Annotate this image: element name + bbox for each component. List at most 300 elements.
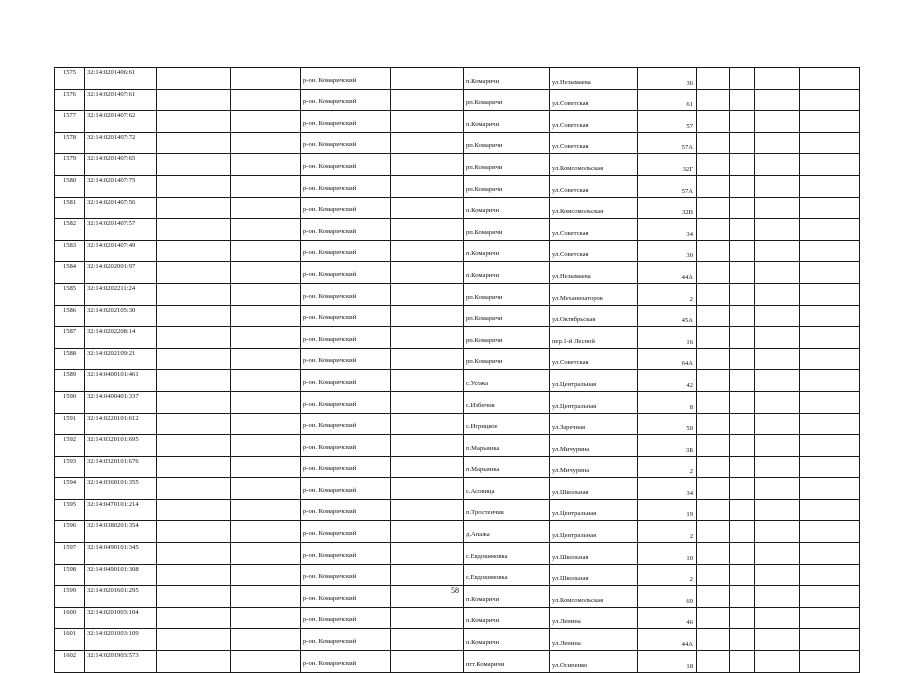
street-cell: ул.Школьная [550,543,638,565]
locality-cell: п.Комаричи [464,586,550,608]
street-cell: ул.Механизаторов [550,283,638,305]
locality-cell: рп.Комаричи [464,283,550,305]
locality-cell: рп.Комаричи [464,305,550,327]
page-number: 58 [451,586,459,595]
empty-cell [231,370,301,392]
empty-cell [231,89,301,111]
empty-cell [730,586,755,608]
house-number-cell: 45А [638,305,697,327]
table-row [55,240,860,262]
district-cell: р-он. Комаричский [301,154,391,176]
locality-cell: пгт.Комаричи [464,651,550,673]
empty-cell [697,219,730,241]
locality-cell: рп.Комаричи [464,219,550,241]
empty-cell [697,111,730,133]
street-cell: ул.Советская [550,219,638,241]
empty-cell [157,564,231,586]
house-number-cell: 46 [638,607,697,629]
empty-cell [697,262,730,284]
house-number-cell: 2 [638,564,697,586]
empty-cell [231,111,301,133]
empty-cell [697,607,730,629]
table-row [55,305,860,327]
empty-cell [391,132,464,154]
empty-cell [730,370,755,392]
empty-cell [800,499,860,521]
district-cell: р-он. Комаричский [301,629,391,651]
empty-cell [697,499,730,521]
row-number-cell: 1578 [55,132,85,154]
empty-cell [697,283,730,305]
empty-cell [391,435,464,457]
row-number-cell: 1582 [55,219,85,241]
row-number-cell: 1592 [55,435,85,457]
district-cell: р-он. Комаричский [301,478,391,500]
district-cell: р-он. Комаричский [301,305,391,327]
empty-cell [391,111,464,133]
empty-cell [231,305,301,327]
row-number-cell: 1586 [55,305,85,327]
street-cell: пер.1-й Лесной [550,327,638,349]
empty-cell [755,521,800,543]
empty-cell [157,175,231,197]
house-number-cell: 18 [638,651,697,673]
empty-cell [730,651,755,673]
street-cell: ул.Центральная [550,391,638,413]
empty-cell [755,564,800,586]
locality-cell: рп.Комаричи [464,132,550,154]
empty-cell [800,391,860,413]
house-number-cell: 57А [638,132,697,154]
empty-cell [730,456,755,478]
empty-cell [391,240,464,262]
empty-cell [391,197,464,219]
house-number-cell: 69 [638,586,697,608]
street-cell: ул.Октябрьская [550,305,638,327]
empty-cell [800,370,860,392]
row-number-cell: 1584 [55,262,85,284]
empty-cell [755,435,800,457]
empty-cell [697,521,730,543]
empty-cell [697,348,730,370]
locality-cell: с.Асовица [464,478,550,500]
district-cell: р-он. Комаричский [301,586,391,608]
street-cell: ул.Мичурина [550,435,638,457]
table-row [55,435,860,457]
empty-cell [800,543,860,565]
empty-cell [755,89,800,111]
empty-cell [391,521,464,543]
row-number-cell: 1589 [55,370,85,392]
house-number-cell: 30 [638,240,697,262]
table-row [55,521,860,543]
empty-cell [800,240,860,262]
cadastral-number-cell: 32:14:0201406:61 [85,68,157,90]
empty-cell [800,478,860,500]
empty-cell [800,521,860,543]
row-number-cell: 1579 [55,154,85,176]
empty-cell [800,305,860,327]
empty-cell [730,391,755,413]
locality-cell: с.Евдокимовка [464,543,550,565]
district-cell: р-он. Комаричский [301,499,391,521]
cadastral-number-cell: 32:14:0202001:97 [85,262,157,284]
street-cell: ул.Осипенко [550,651,638,673]
empty-cell [730,219,755,241]
street-cell: ул.Комсомольская [550,197,638,219]
street-cell: ул.Незымаева [550,68,638,90]
house-number-cell: 64А [638,348,697,370]
empty-cell [157,370,231,392]
empty-cell [800,262,860,284]
locality-cell: с.Игрицкое [464,413,550,435]
empty-cell [800,456,860,478]
street-cell: ул.Советская [550,89,638,111]
locality-cell: п.Тростенчик [464,499,550,521]
table-row [55,219,860,241]
empty-cell [800,89,860,111]
empty-cell [157,283,231,305]
empty-cell [755,543,800,565]
empty-cell [157,111,231,133]
cadastral-number-cell: 32:14:0490101:345 [85,543,157,565]
row-number-cell: 1576 [55,89,85,111]
house-number-cell: 61 [638,89,697,111]
empty-cell [231,327,301,349]
cadastral-number-cell: 32:14:0320101:676 [85,456,157,478]
district-cell: р-он. Комаричский [301,262,391,284]
empty-cell [755,348,800,370]
empty-cell [231,132,301,154]
empty-cell [391,370,464,392]
empty-cell [755,456,800,478]
empty-cell [697,240,730,262]
empty-cell [755,586,800,608]
empty-cell [755,68,800,90]
row-number-cell: 1590 [55,391,85,413]
empty-cell [231,564,301,586]
table-row [55,197,860,219]
street-cell: ул.Школьная [550,564,638,586]
empty-cell [157,219,231,241]
empty-cell [157,348,231,370]
street-cell: ул.Центральная [550,370,638,392]
district-cell: р-он. Комаричский [301,370,391,392]
house-number-cell: 2 [638,283,697,305]
empty-cell [800,651,860,673]
empty-cell [231,413,301,435]
district-cell: р-он. Комаричский [301,348,391,370]
table-row [55,89,860,111]
empty-cell [231,586,301,608]
cadastral-number-cell: 32:14:0201601:295 [85,586,157,608]
empty-cell [157,435,231,457]
empty-cell [800,348,860,370]
empty-cell [730,175,755,197]
empty-cell [800,175,860,197]
house-number-cell: 57 [638,111,697,133]
house-number-cell: 34 [638,478,697,500]
locality-cell: п.Марьинка [464,435,550,457]
empty-cell [730,435,755,457]
empty-cell [231,521,301,543]
empty-cell [697,478,730,500]
cadastral-number-cell: 32:14:0220101:612 [85,413,157,435]
empty-cell [755,370,800,392]
table-row [55,132,860,154]
cadastral-number-cell: 32:14:0201407:61 [85,89,157,111]
row-number-cell: 1588 [55,348,85,370]
empty-cell [391,262,464,284]
empty-cell [697,586,730,608]
empty-cell [391,348,464,370]
empty-cell [697,197,730,219]
empty-cell [157,499,231,521]
empty-cell [730,413,755,435]
row-number-cell: 1602 [55,651,85,673]
row-number-cell: 1587 [55,327,85,349]
street-cell: ул.Советская [550,175,638,197]
row-number-cell: 1593 [55,456,85,478]
empty-cell [730,327,755,349]
empty-cell [697,564,730,586]
empty-cell [391,68,464,90]
cadastral-number-cell: 32:14:0202208:14 [85,327,157,349]
table-row [55,68,860,90]
locality-cell: п.Марьинка [464,456,550,478]
empty-cell [391,154,464,176]
empty-cell [755,175,800,197]
locality-cell: п.Комаричи [464,240,550,262]
district-cell: р-он. Комаричский [301,89,391,111]
empty-cell [730,499,755,521]
empty-cell [391,651,464,673]
empty-cell [800,586,860,608]
district-cell: р-он. Комаричский [301,651,391,673]
empty-cell [231,391,301,413]
house-number-cell: 2 [638,521,697,543]
empty-cell [231,499,301,521]
empty-cell [697,327,730,349]
table-row [55,543,860,565]
street-cell: ул.Советская [550,111,638,133]
empty-cell [755,197,800,219]
table-row [55,175,860,197]
empty-cell [800,68,860,90]
empty-cell [391,175,464,197]
property-register-table [54,67,860,673]
table-row [55,154,860,176]
locality-cell: п.Комаричи [464,629,550,651]
empty-cell [755,240,800,262]
house-number-cell: 44А [638,629,697,651]
empty-cell [231,435,301,457]
cadastral-number-cell: 32:14:0201407:65 [85,154,157,176]
row-number-cell: 1594 [55,478,85,500]
house-number-cell: 10 [638,543,697,565]
house-number-cell: 2 [638,456,697,478]
empty-cell [730,197,755,219]
row-number-cell: 1581 [55,197,85,219]
empty-cell [730,521,755,543]
cadastral-number-cell: 32:14:0201407:62 [85,111,157,133]
empty-cell [231,478,301,500]
empty-cell [157,521,231,543]
row-number-cell: 1595 [55,499,85,521]
cadastral-number-cell: 32:14:0201407:72 [85,132,157,154]
street-cell: ул.Незымаева [550,262,638,284]
empty-cell [697,370,730,392]
empty-cell [391,499,464,521]
table-row [55,456,860,478]
row-number-cell: 1585 [55,283,85,305]
empty-cell [697,154,730,176]
empty-cell [231,240,301,262]
empty-cell [800,111,860,133]
empty-cell [730,89,755,111]
row-number-cell: 1591 [55,413,85,435]
street-cell: ул.Советская [550,348,638,370]
empty-cell [231,348,301,370]
street-cell: ул.Ленина [550,629,638,651]
empty-cell [157,132,231,154]
row-number-cell: 1580 [55,175,85,197]
empty-cell [391,607,464,629]
empty-cell [755,262,800,284]
empty-cell [231,175,301,197]
empty-cell [755,391,800,413]
empty-cell [730,564,755,586]
empty-cell [730,305,755,327]
locality-cell: с.Усожа [464,370,550,392]
empty-cell [391,89,464,111]
empty-cell [157,89,231,111]
row-number-cell: 1600 [55,607,85,629]
empty-cell [157,240,231,262]
empty-cell [231,651,301,673]
table-row [55,391,860,413]
empty-cell [231,283,301,305]
table-row [55,348,860,370]
empty-cell [231,154,301,176]
empty-cell [157,262,231,284]
empty-cell [697,175,730,197]
empty-cell [157,197,231,219]
district-cell: р-он. Комаричский [301,197,391,219]
table-row [55,478,860,500]
locality-cell: рп.Комаричи [464,327,550,349]
cadastral-number-cell: 32:14:0201407:57 [85,219,157,241]
locality-cell: п.Комаричи [464,68,550,90]
empty-cell [697,305,730,327]
empty-cell [391,219,464,241]
district-cell: р-он. Комаричский [301,607,391,629]
table-row [55,262,860,284]
empty-cell [157,607,231,629]
empty-cell [730,348,755,370]
empty-cell [391,456,464,478]
empty-cell [157,586,231,608]
row-number-cell: 1597 [55,543,85,565]
empty-cell [231,456,301,478]
house-number-cell: 44А [638,262,697,284]
house-number-cell: 34 [638,219,697,241]
table-row [55,370,860,392]
empty-cell [800,607,860,629]
cadastral-number-cell: 32:14:0201407:75 [85,175,157,197]
table-row [55,283,860,305]
empty-cell [755,478,800,500]
district-cell: р-он. Комаричский [301,175,391,197]
empty-cell [730,132,755,154]
district-cell: р-он. Комаричский [301,283,391,305]
table-row [55,111,860,133]
locality-cell: п.Комаричи [464,197,550,219]
empty-cell [755,283,800,305]
empty-cell [697,435,730,457]
row-number-cell: 1601 [55,629,85,651]
empty-cell [391,413,464,435]
street-cell: ул.Школьная [550,478,638,500]
house-number-cell: 32В [638,197,697,219]
empty-cell [391,564,464,586]
empty-cell [697,132,730,154]
empty-cell [800,283,860,305]
empty-cell [800,197,860,219]
empty-cell [697,68,730,90]
cadastral-number-cell: 32:14:0201003:109 [85,629,157,651]
empty-cell [755,327,800,349]
locality-cell: п.Комаричи [464,262,550,284]
empty-cell [755,154,800,176]
empty-cell [391,283,464,305]
street-cell: ул.Мичурина [550,456,638,478]
empty-cell [157,413,231,435]
empty-cell [157,68,231,90]
empty-cell [730,68,755,90]
empty-cell [800,132,860,154]
district-cell: р-он. Комаричский [301,327,391,349]
cadastral-number-cell: 32:14:0320101:695 [85,435,157,457]
empty-cell [157,543,231,565]
empty-cell [157,305,231,327]
table-row [55,564,860,586]
empty-cell [157,154,231,176]
cadastral-number-cell: 32:14:0380201:354 [85,521,157,543]
street-cell: ул.Центральная [550,499,638,521]
table-row [55,413,860,435]
empty-cell [697,89,730,111]
empty-cell [730,607,755,629]
cadastral-number-cell: 32:14:0201003:104 [85,607,157,629]
district-cell: р-он. Комаричский [301,564,391,586]
row-number-cell: 1577 [55,111,85,133]
empty-cell [800,219,860,241]
cadastral-number-cell: 32:14:0202105:30 [85,305,157,327]
street-cell: ул.Комсомольская [550,586,638,608]
street-cell: ул.Комсомольская [550,154,638,176]
empty-cell [391,543,464,565]
cadastral-number-cell: 32:14:0202211:24 [85,283,157,305]
empty-cell [391,478,464,500]
empty-cell [157,651,231,673]
locality-cell: д.Апажа [464,521,550,543]
empty-cell [800,435,860,457]
empty-cell [755,132,800,154]
empty-cell [730,283,755,305]
empty-cell [231,607,301,629]
empty-cell [231,197,301,219]
